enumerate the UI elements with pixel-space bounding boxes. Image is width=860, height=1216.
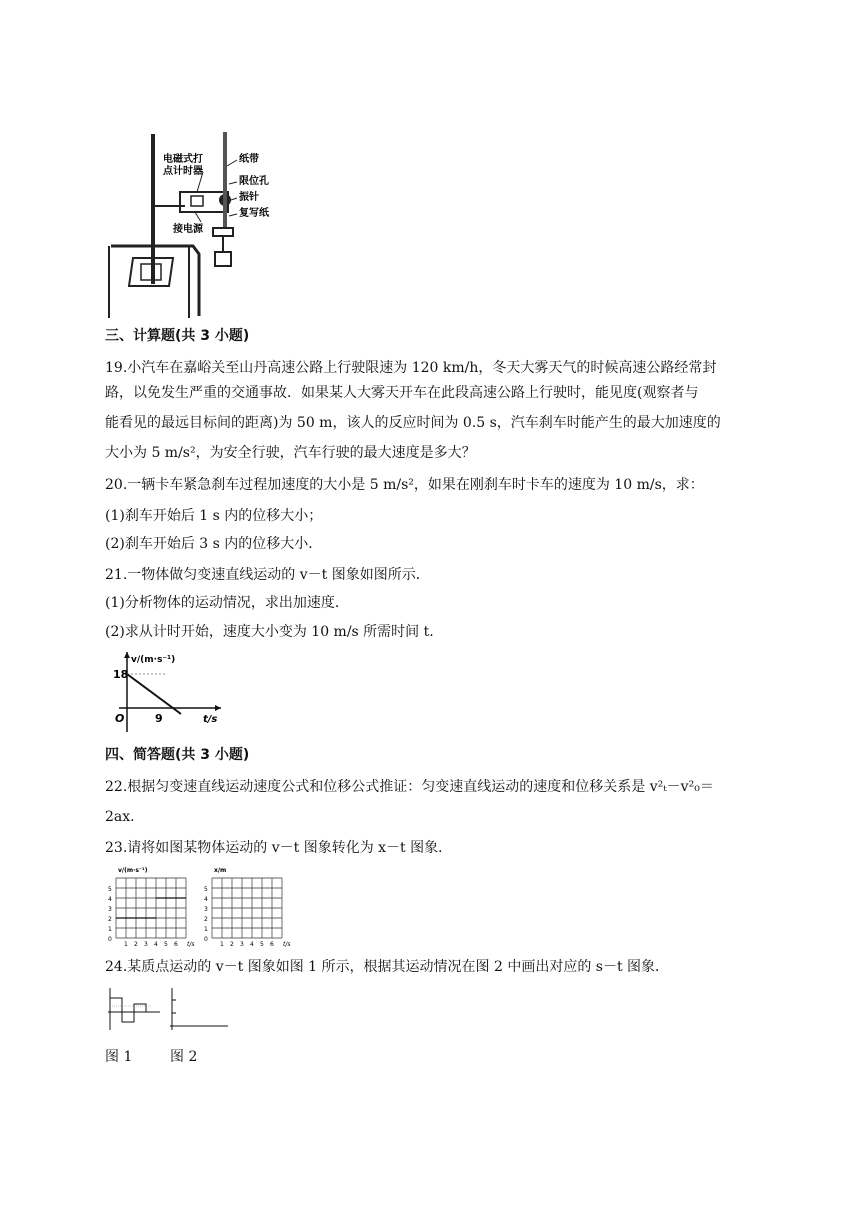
fig1-label: 图 1 <box>105 1049 133 1065</box>
grid-xtick: 6 <box>270 941 274 948</box>
grid-ytick: 4 <box>204 896 208 903</box>
grid-xtick: 2 <box>134 941 138 948</box>
grid-xtick: 6 <box>174 941 178 948</box>
q23-xt-grid <box>200 866 290 950</box>
q21-y0: 18 <box>113 668 129 681</box>
q21-x0: 9 <box>155 712 163 725</box>
q21-xlabel: t/s <box>203 714 218 725</box>
q21-vt-graph <box>105 648 225 734</box>
label-timer: 电磁式打 <box>163 154 203 165</box>
grid-xtick: 4 <box>154 941 158 948</box>
q24-line: 24.某质点运动的 v－t 图象如图 1 所示，根据其运动情况在图 2 中画出对应的 s－t 图象． <box>105 959 670 975</box>
q22-line-1: 22.根据匀变速直线运动速度公式和位移公式推证：匀变速直线运动的速度和位移关系是 v²ₜ－v²₀＝ <box>105 779 714 795</box>
q20-line-3: (2)刹车开始后 3 s 内的位移大小． <box>105 536 323 552</box>
grid-ylabel: v/(m·s⁻¹) <box>118 867 148 874</box>
grid-ytick: 4 <box>108 896 112 903</box>
grid-ytick: 1 <box>108 926 112 933</box>
q21-line-3: (2)求从计时开始，速度大小变为 10 m/s 所需时间 t. <box>105 624 434 640</box>
q21-line-2: (1)分析物体的运动情况，求出加速度． <box>105 595 349 611</box>
q19-line-2: 路，以免发生严重的交通事故．如果某人大雾天开车在此段高速公路上行驶时，能见度(观察者与 <box>105 385 699 401</box>
grid-xtick: 2 <box>230 941 234 948</box>
q19-line-4: 大小为 5 m/s²，为安全行驶，汽车行驶的最大速度是多大？ <box>105 445 476 461</box>
grid-xtick: 5 <box>260 941 264 948</box>
grid-ytick: 2 <box>204 916 208 923</box>
label-hole: 限位孔 <box>239 176 269 187</box>
q19-line-1: 19.小汽车在嘉峪关至山丹高速公路上行驶限速为 120 km/h，冬天大雾天气的时候高速公路经常封 <box>105 360 717 376</box>
fig2-label: 图 2 <box>170 1049 198 1065</box>
q21-line-1: 21.一物体做匀变速直线运动的 v－t 图象如图所示． <box>105 567 430 583</box>
label-power: 接电源 <box>173 224 203 235</box>
apparatus-figure <box>105 128 269 320</box>
q20-line-1: 20.一辆卡车紧急刹车过程加速度的大小是 5 m/s²，如果在刚刹车时卡车的速度为 10 m/s，求： <box>105 477 704 493</box>
label-carbon: 复写纸 <box>239 208 269 219</box>
grid-ytick: 1 <box>204 926 208 933</box>
grid-xtick: 4 <box>250 941 254 948</box>
grid-ytick: 5 <box>108 886 112 893</box>
section3-heading: 三、计算题(共 3 小题) <box>105 328 250 344</box>
q22-line-2: 2ax. <box>105 809 135 825</box>
q24-fig1-graph <box>104 986 162 1032</box>
grid-xlabel: t/s <box>283 941 291 948</box>
grid-ytick: 2 <box>108 916 112 923</box>
q23-line: 23.请将如图某物体运动的 v－t 图象转化为 x－t 图象． <box>105 840 453 856</box>
label-needle: 振针 <box>239 192 259 203</box>
label-tape: 纸带 <box>239 154 259 165</box>
grid-xtick: 5 <box>164 941 168 948</box>
grid-xtick: 3 <box>240 941 244 948</box>
q23-vt-grid <box>104 866 194 950</box>
grid-xlabel: t/s <box>187 941 195 948</box>
grid-xtick: 1 <box>124 941 128 948</box>
grid-ytick: 0 <box>204 936 208 943</box>
grid-xtick: 1 <box>220 941 224 948</box>
grid-ytick: 3 <box>204 906 208 913</box>
q20-line-2: (1)刹车开始后 1 s 内的位移大小； <box>105 508 323 524</box>
grid-ylabel: x/m <box>214 867 227 874</box>
grid-ytick: 5 <box>204 886 208 893</box>
grid-ytick: 3 <box>108 906 112 913</box>
q21-ylabel: v/(m·s⁻¹) <box>131 655 176 665</box>
grid-xtick: 3 <box>144 941 148 948</box>
q19-line-3: 能看见的最远目标间的距离)为 50 m，该人的反应时间为 0.5 s，汽车刹车时能产生的最大加速度的 <box>105 415 721 431</box>
grid-ytick: 0 <box>108 936 112 943</box>
q21-origin: O <box>115 712 125 725</box>
label-timer2: 点计时器 <box>163 166 203 177</box>
q24-fig2-graph <box>164 986 230 1032</box>
section4-heading: 四、简答题(共 3 小题) <box>105 747 250 763</box>
